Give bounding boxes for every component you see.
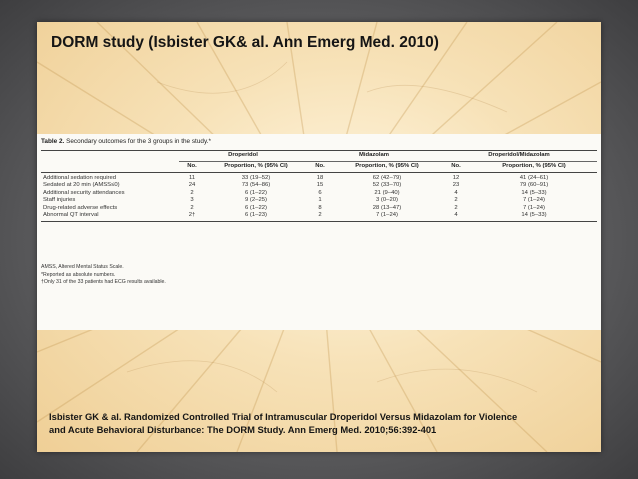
table-row	[41, 182, 597, 189]
table-group-header	[41, 151, 597, 162]
table-row	[41, 190, 597, 197]
footnote: †Only 31 of the 33 patients had ECG results available.	[41, 279, 166, 286]
cell: 11	[188, 175, 196, 181]
col-prop-header: Proportion, % (95% CI)	[333, 162, 441, 173]
cell: 18	[316, 175, 324, 181]
cell: 6 (1–23)	[205, 212, 307, 222]
table-footnotes	[41, 264, 166, 287]
citation	[49, 410, 594, 436]
cell: 62 (42–79)	[372, 175, 402, 181]
col-no-header: No.	[441, 162, 471, 173]
cell: 2	[454, 204, 458, 211]
cell: 2	[190, 189, 194, 196]
cell: 4	[441, 212, 471, 222]
cell: 8	[318, 204, 322, 211]
cell: 21 (9–40)	[374, 189, 400, 196]
col-prop-header: Proportion, % (95% CI)	[471, 162, 597, 173]
cell: 2	[190, 204, 194, 211]
cell: 41 (24–61)	[519, 175, 549, 181]
cell: 6	[318, 189, 322, 196]
cell: 79 (60–91)	[519, 182, 549, 189]
group-header-midazolam: Midazolam	[307, 151, 441, 162]
cell: 9 (2–25)	[245, 197, 267, 204]
cell: 7 (1–24)	[333, 212, 441, 222]
table-column-header	[41, 162, 597, 173]
row-label: Additional security attendances	[43, 189, 125, 196]
footnote: *Reported as absolute numbers.	[41, 271, 116, 278]
row-label-header	[41, 162, 179, 173]
cell: 12	[452, 175, 460, 181]
cell: 7 (1–24)	[523, 197, 545, 204]
cell: 73 (54–86)	[241, 182, 271, 189]
group-header-combination: Droperidol/Midazolam	[441, 151, 597, 162]
footnote: AMSS, Altered Mental Status Scale.	[41, 264, 124, 270]
table-caption-label: Table 2.	[41, 138, 65, 145]
cell: 24	[188, 182, 196, 189]
cell: 7 (1–24)	[523, 204, 545, 211]
cell: 14 (5–33)	[521, 189, 547, 196]
table-caption	[41, 138, 211, 145]
col-no-header: No.	[179, 162, 205, 173]
cell: 28 (13–47)	[372, 204, 402, 211]
group-header-droperidol: Droperidol	[179, 151, 307, 162]
table-row	[41, 197, 597, 204]
col-no-header: No.	[307, 162, 333, 173]
table-figure	[37, 134, 601, 330]
table-row	[41, 212, 597, 222]
cell: 33 (19–52)	[241, 175, 271, 181]
citation-line: and Acute Behavioral Disturbance: The DORM Study. Ann Emerg Med. 2010;56:392-401	[49, 424, 437, 435]
cell: 2†	[179, 212, 205, 222]
slide	[37, 22, 601, 452]
row-label: Additional sedation required	[43, 175, 117, 181]
table-row	[41, 205, 597, 212]
cell: 1	[318, 197, 322, 204]
citation-line: Isbister GK & al. Randomized Controlled Trial of Intramuscular Droperidol Versus Midazolam for Violence	[49, 411, 518, 422]
blank-header	[41, 151, 179, 162]
table-row	[41, 173, 597, 183]
cell: 3 (0–20)	[376, 197, 398, 204]
cell: 23	[452, 182, 460, 189]
row-label: Drug-related adverse effects	[43, 204, 118, 211]
cell: 6 (1–22)	[245, 189, 267, 196]
slide-title: DORM study (Isbister GK& al. Ann Emerg Med. 2010)	[51, 34, 439, 51]
cell: 2	[307, 212, 333, 222]
cell: 52 (33–70)	[372, 182, 402, 189]
row-label: Sedated at 20 min (AMSS≤0)	[43, 182, 120, 189]
outcomes-table	[41, 150, 597, 222]
cell: 6 (1–22)	[245, 204, 267, 211]
cell: 3	[190, 197, 194, 204]
row-label: Abnormal QT interval	[41, 212, 179, 222]
row-label: Staff injuries	[43, 197, 76, 204]
cell: 15	[316, 182, 324, 189]
col-prop-header: Proportion, % (95% CI)	[205, 162, 307, 173]
cell: 14 (5–33)	[471, 212, 597, 222]
cell: 4	[454, 189, 458, 196]
cell: 2	[454, 197, 458, 204]
table-caption-text: Secondary outcomes for the 3 groups in the study.*	[66, 138, 211, 145]
